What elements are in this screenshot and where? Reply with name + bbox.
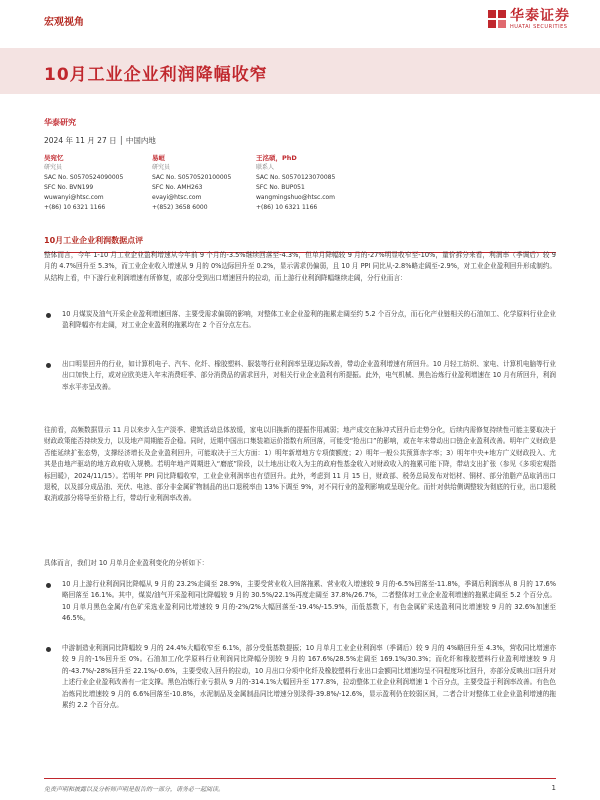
- analyst-phone: +(86) 10 6321 1166: [256, 204, 318, 211]
- analyst-sac: SAC No. S0570123070085: [256, 174, 336, 181]
- report-title: 10月工业企业利润降幅收窄: [44, 65, 268, 85]
- research-org: 华泰研究: [44, 118, 76, 127]
- huatai-logo-icon: [488, 10, 506, 28]
- top-bar: [0, 0, 600, 40]
- analyst-name: 王洺硕，PhD: [256, 154, 297, 162]
- analyst-role: 研究员: [152, 164, 171, 171]
- bullet-paragraph: 出口明显回升的行业，如计算机电子、汽车、化纤、橡胶塑料、服装等行业利润率呈现边际改善，带动企业盈利增速有所回升。10 月轻工纺织、家电、计算机电脑等行业出口加快上行，或对应欧美进入年末消费旺季、部分消费品的需求回升，对相关行业企业盈利有所提振。此外，电气机械、黑色冶炼行业盈利增速在 10 月有所回升，利润率水平亦呈改善。: [62, 360, 556, 391]
- footer-rule: [44, 778, 556, 779]
- analyst-sfc: SFC No. BUP051: [256, 184, 305, 191]
- summary-paragraph: 整体而言，今年 1-10 月工业企业盈利增速从今年前 9 个月的-3.5%继续回落至-4.3%，但单月降幅较 9 月的-27%明显收窄至-10%，量价拆分来看，利润率（季调后）较 9 月的 4.7%回升至 5.3%，而工业企业收入增速从 9 月的 0%边际回升至 0.2%，显示需求仍偏弱，且 10 月 PPI 同比从-2.8%略走阔至-2.9%，对工业企业盈利回升形成制约。从结构上看，中下游行业利润增速有所修复，或部分受到出口增速回升的拉动，而上游行业利润降幅继续走阔，分行业而言：: [44, 251, 556, 282]
- report-dateline: 2024 年 11 月 27 日 │ 中国内地: [44, 136, 156, 145]
- bullet-icon: [46, 583, 51, 588]
- logo-chinese-name: 华泰证券: [510, 8, 570, 24]
- section-heading-text: 10月工业企业利润数据点评: [44, 236, 144, 245]
- bullet-paragraph: 中游制造业利润同比降幅较 9 月的 24.4%大幅收窄至 6.1%，部分受低基数提振；10 月单月工业企业利润率（季调后）较 9 月的 4%略回升至 4.3%，营收同比增速亦较 9 月的-1%回升至 0%。石油加工/化学原料行业利润同比降幅分别较 9 月的 167.6%/28.5%走阔至 169.1%/30.3%；而化纤和橡胶塑料行业盈利增速较 9 月的-43.7%/-28%回升至 22.1%/-0.6%，主要受收入回升的拉动，10 月出口分项中化纤及橡胶塑料行业出口金额同比增速均呈不同程度环比回升，亦部分反映出口回升对上述行业企业盈利改善有一定支撑。黑色冶炼行业亏损从 9 月的-314.1%大幅回升至 177.8%，拉动整体工业企业利润增速 1 个百分点，主要受益于利润率改善。有色色冶炼同比增速较 9 月的 6.6%回落至-10.8%，水泥制品及金属制品同比增速分别录得-39.8%/-12.6%，显示盈利仍在较弱区间，二者合计对整体工业企业盈利增速的拖累约 2.2 个百分点。: [62, 644, 556, 710]
- analyst-phone: +(86) 10 6321 1166: [44, 204, 106, 211]
- section-label: 宏观视角: [44, 17, 84, 28]
- bullet-paragraph: 10 月上游行业利润同比降幅从 9 月的 23.2%走阔至 28.9%，主要受营业收入回落拖累、营业收入增速较 9 月的-6.5%回落至-11.8%，季调后利润率从 8 月的 17.6%略回落至 16.1%。其中，煤炭/油气开采盈利同比降幅较 9 月的 30.5%/22.1%再度走阔至 37.8%/26.7%，二者整体对工业企业盈利增速的拖累走阔至 5.2 个百分点。10 月单月黑色金属/有色矿采选业盈利同比增速较 9 月的-2%/2%大幅回落至-19.4%/-15.9%，而低基数下，有色金属矿采选盈利同比增速较 9 月的 32.6%加速至 46.5%。: [62, 580, 556, 623]
- analyst-card: [44, 153, 123, 213]
- analyst-sac: SAC No. S0570524090005: [44, 174, 124, 181]
- bullet-icon: [46, 363, 51, 368]
- analyst-name: 吴宛忆: [44, 154, 64, 162]
- analyst-sfc: SFC No. AMH263: [152, 184, 203, 191]
- outlook-paragraph: 往前看，高频数据显示 11 月以来步入生产淡季、建筑活动总体放缓，家电以旧换新的提振作用减弱；地产成交在脉冲式回升后走势分化，后续内需修复持续性可能主要取决于财政政策能否持续发力，以及地产周期能否企稳。同时，近期中国出口集装箱运价指数有所回落，可能受“抢出口”的影响，或在年末带动出口链企业盈利改善。明年广义财政是否能延续扩张态势，支撑经济增长及企业盈利回升，可能取决于三大方面：1）明年新增地方专项债额度；2）明年一般公共预算赤字率；3）明年中央+地方广义财政投入、尤其是由地产驱动的地方政府收入规模。若明年地产周期进入“磨底”阶段，以土地出让收入为主的政府性基金收入对财政收入的拖累可能下降，带动支出扩张（参见《多项宏观指标回暖》，2024/11/15）。若明年 PPI 同比降幅收窄，工业企业利润率也有望回升。此外，考虑到 11 月 15 日，财政部、税务总局发布对铝材、铜材、部分油脂产品取消出口退税，以及部分成品油、光伏、电池、部分非金属矿物制品的出口退税率由 13%下调至 9%，对不同行业的盈利影响或呈现分化。而针对供给侧调整较为彻底的行业，出口退税取消或部分将导至价格上行，带动行业利润率改善。: [44, 426, 556, 503]
- analyst-email[interactable]: wuwanyi@htsc.com: [44, 194, 104, 201]
- analyst-sfc: SFC No. BVN199: [44, 184, 94, 191]
- analyst-name: 易峘: [152, 154, 165, 162]
- analyst-card: [152, 153, 231, 213]
- bullet-paragraph: 10 月煤炭及油气开采企业盈利增速回落、主要受需求偏弱的影响，对整体工业企业盈利的拖累走阔至约 5.2 个百分点，而石化产业链相关的石油加工、化学原料行业企业盈利降幅亦有走阔，对工业企业盈利的拖累均在 2 个百分点左右。: [62, 310, 556, 330]
- title-banner: [0, 48, 600, 94]
- analyst-card: [256, 153, 335, 213]
- page-number: 1: [551, 784, 556, 792]
- analyst-email[interactable]: evayi@htsc.com: [152, 194, 202, 201]
- analyst-sac: SAC No. S0570520100005: [152, 174, 232, 181]
- company-logo: [488, 8, 570, 30]
- analyst-phone: +(852) 3658 6000: [152, 204, 208, 211]
- logo-english-name: HUATAI SECURITIES: [510, 24, 568, 30]
- analysis-intro: 具体而言，我们对 10 月单月企业盈利变化的分析如下：: [44, 559, 209, 567]
- bullet-icon: [46, 313, 51, 318]
- analyst-email[interactable]: wangmingshuo@htsc.com: [256, 194, 336, 201]
- bullet-icon: [46, 647, 51, 652]
- analyst-role: 联系人: [256, 164, 275, 171]
- disclaimer-note: 免责声明和披露以及分析师声明是报告的一部分，请务必一起阅读。: [44, 786, 225, 793]
- analyst-role: 研究员: [44, 164, 63, 171]
